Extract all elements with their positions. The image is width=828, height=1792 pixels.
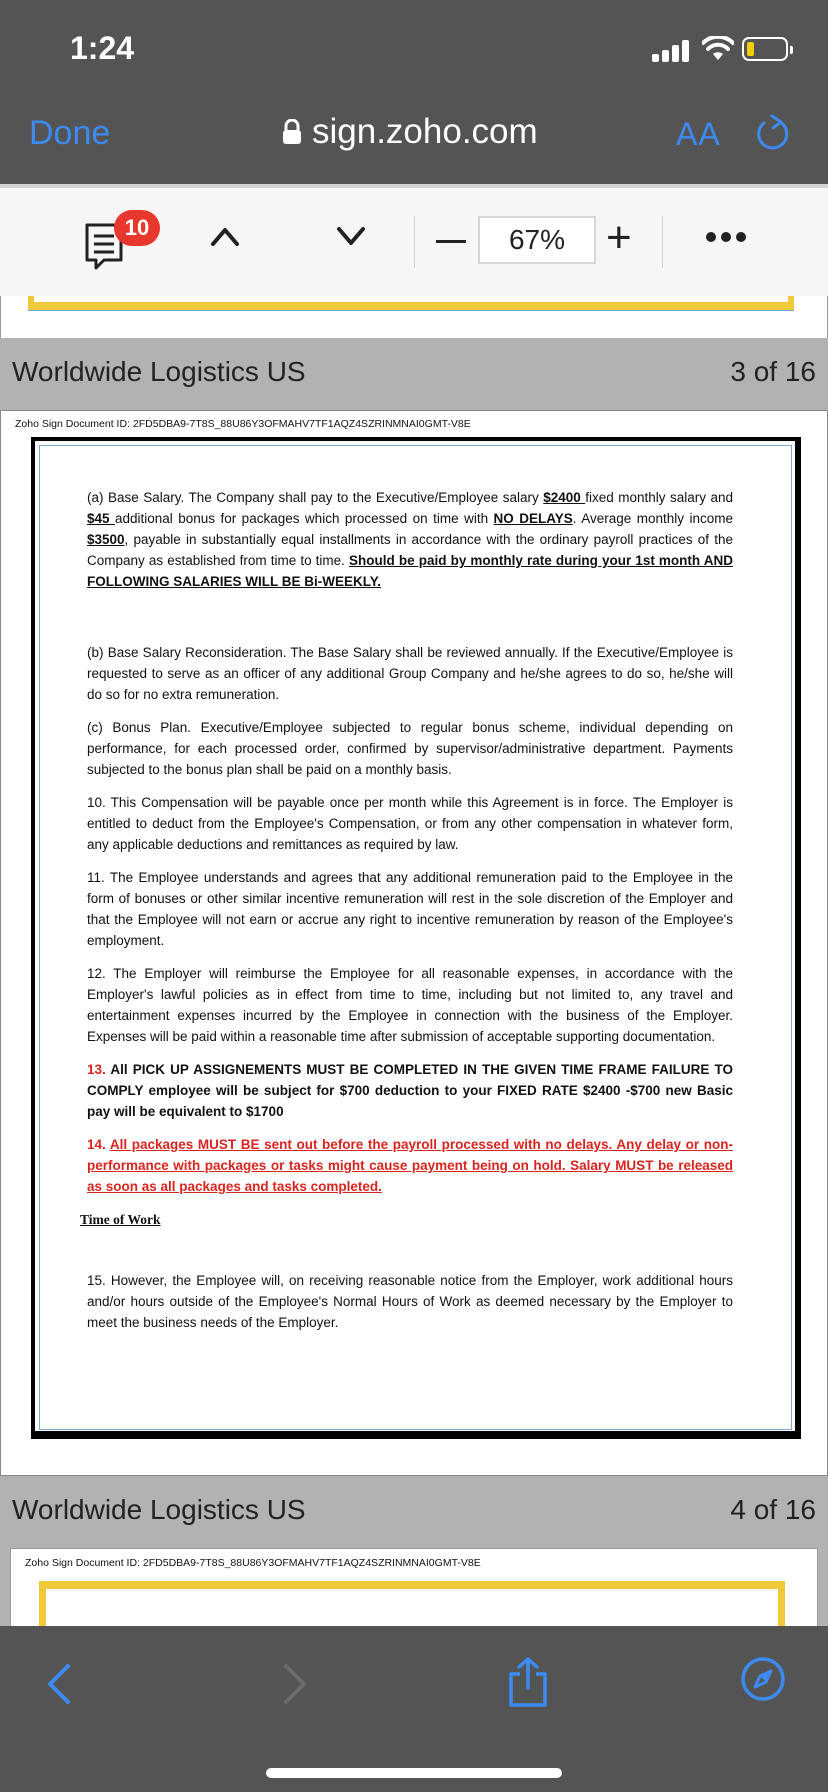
clause-a: (a) Base Salary. The Company shall pay to the Executive/Employee salary $2400 fixed monthly salary and $45 additional bonus for packages which processed on time with NO DELAYS. Average monthly income $3500, payable in substantially equal installments in accordance with the ordinary payroll practices of the Company as established from time to time. Should be paid by monthly rate during your 1st month AND FOLLOWING SALARIES WILL BE Bi-WEEKLY. xyxy=(87,490,734,589)
battery-icon xyxy=(742,37,788,61)
clause-12: 12. The Employer will reimburse the Employee for all reasonable expenses, in accordance with the Employer's lawful policies as in effect from time to time, including but not limited to, any travel and entertainment expenses incurred by the Employee in connection with the business of the Employer. Expenses will be paid within a reasonable time after submission of acceptable supporting documentation. xyxy=(87,966,733,1044)
page-counter: 3 of 16 xyxy=(730,356,816,387)
compass-icon[interactable] xyxy=(740,1656,786,1702)
toolbar-divider xyxy=(414,216,415,268)
status-time: 1:24 xyxy=(70,30,135,66)
page-company-name: Worldwide Logistics US xyxy=(12,1494,306,1525)
back-icon[interactable] xyxy=(44,1662,72,1706)
chevron-down-icon[interactable] xyxy=(336,224,366,248)
url-text: sign.zoho.com xyxy=(312,112,538,151)
zoom-level-field[interactable]: 67% xyxy=(478,216,596,264)
browser-bottom-bar xyxy=(0,1626,828,1792)
document-id: Zoho Sign Document ID: 2FD5DBA9-7T8S_88U86Y3OFMAHV7TF1AQZ4SZRINMNAI0GMT-V8E xyxy=(25,1557,481,1569)
document-id: Zoho Sign Document ID: 2FD5DBA9-7T8S_88U86Y3OFMAHV7TF1AQZ4SZRINMNAI0GMT-V8E xyxy=(15,418,471,430)
address-bar[interactable] xyxy=(282,112,538,152)
page-content xyxy=(80,487,734,1345)
chevron-up-icon[interactable] xyxy=(210,224,240,248)
clause-15: 15. However, the Employee will, on receiving reasonable notice from the Employer, work additional hours and/or hours outside of the Employee's Normal Hours of Work as deemed necessary by the Employer to meet the business needs of the Employer. xyxy=(87,1273,733,1330)
page-company-name: Worldwide Logistics US xyxy=(12,356,306,387)
page-counter: 4 of 16 xyxy=(730,1494,816,1525)
zoom-in-icon[interactable]: + xyxy=(606,213,632,262)
done-button[interactable]: Done xyxy=(29,114,111,152)
document-page xyxy=(0,410,828,1476)
share-icon[interactable] xyxy=(506,1656,550,1708)
browser-nav-bar xyxy=(0,96,828,184)
toolbar-divider xyxy=(662,216,663,268)
previous-page-tail xyxy=(0,296,828,338)
lock-icon xyxy=(282,119,302,145)
home-indicator xyxy=(266,1768,562,1778)
clause-14: 14. All packages MUST BE sent out before the payroll processed with no delays. Any delay or non-performance with packages or tasks might cause payment being on hold. Salary MUST be released as soon as all packages and tasks completed. xyxy=(87,1137,733,1194)
clause-c: (c) Bonus Plan. Executive/Employee subjected to regular bonus scheme, individual depending on performance, for each processed order, confirmed by supervisor/administrative department. Payments subjected to the bonus plan shall be paid on a monthly basis. xyxy=(87,720,733,777)
text-size-button[interactable]: AA xyxy=(676,116,721,152)
status-bar xyxy=(0,0,828,96)
clause-10: 10. This Compensation will be payable once per month while this Agreement is in force. The Employer is entitled to deduct from the Employee's Compensation, or from any other compensation in whatever form, any applicable deductions and remittances as required by law. xyxy=(87,795,733,852)
document-toolbar xyxy=(0,184,828,296)
more-icon[interactable] xyxy=(706,232,746,242)
document-page xyxy=(10,1548,818,1628)
clause-13: 13. All PICK UP ASSIGNEMENTS MUST BE COMPLETED IN THE GIVEN TIME FRAME FAILURE TO COMPLY employee will be subject for $700 deduction to your FIXED RATE $2400 -$700 new Basic pay will be equivalent to $1700 xyxy=(87,1062,733,1119)
page-header xyxy=(0,338,828,410)
signal-icon xyxy=(652,38,692,62)
reload-icon[interactable] xyxy=(754,114,790,154)
clause-11: 11. The Employee understands and agrees that any additional remuneration paid to the Employee in the form of bonuses or other similar incentive remuneration will rest in the sole discretion of the Employer and that the Employee will not earn or accrue any right to incentive remuneration by reason of the Employee's employment. xyxy=(87,870,733,948)
comments-count-badge: 10 xyxy=(114,210,160,246)
zoom-out-icon[interactable] xyxy=(436,240,466,243)
page-header xyxy=(0,1476,828,1548)
section-heading: Time of Work xyxy=(80,1212,161,1227)
forward-icon[interactable] xyxy=(282,1662,310,1706)
clause-b: (b) Base Salary Reconsideration. The Base Salary shall be reviewed annually. If the Executive/Employee is requested to serve as an officer of any additional Group Company and he/she agrees to do so, he/she will do so for no extra remuneration. xyxy=(87,645,733,702)
wifi-icon xyxy=(702,36,734,62)
